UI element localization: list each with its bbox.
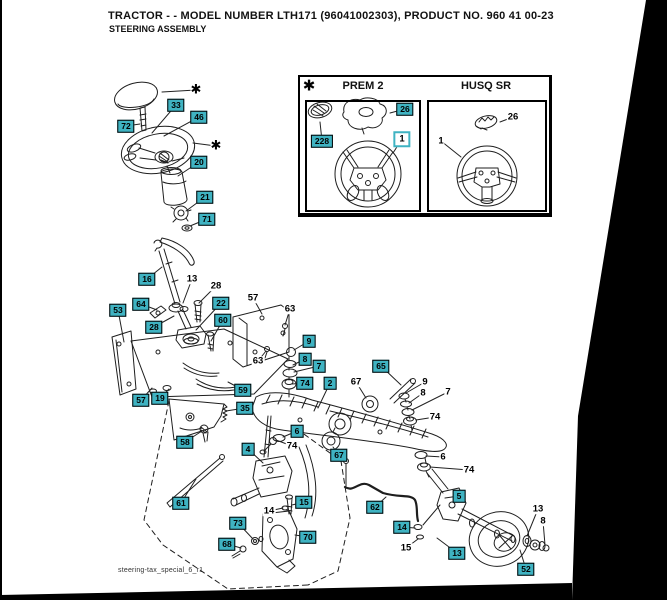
callout-15: 15 <box>295 496 312 509</box>
drawing-reference: steering-tax_special_6_r1 <box>118 567 204 574</box>
callout-63: 63 <box>252 355 264 367</box>
callout-68: 68 <box>218 538 235 551</box>
husq-sr-label: HUSQ SR <box>460 80 512 92</box>
callout-71: 71 <box>198 213 215 226</box>
right-spindle-wheel-drawing <box>415 452 549 574</box>
callout-28: 28 <box>210 280 222 292</box>
callout-73: 73 <box>229 517 246 530</box>
callout-13: 13 <box>186 273 198 285</box>
steering-shaft-drawing <box>154 238 194 329</box>
callout-8: 8 <box>420 387 426 399</box>
page-subtitle: STEERING ASSEMBLY <box>109 24 207 34</box>
callout-20: 20 <box>190 156 207 169</box>
callout-53: 53 <box>109 304 126 317</box>
callout-61: 61 <box>172 497 189 510</box>
inset-reference-star: ✱ <box>190 82 202 98</box>
callout-52: 52 <box>517 563 534 576</box>
prem2-panel <box>305 100 421 212</box>
callout-22: 22 <box>212 297 229 310</box>
callout-58: 58 <box>176 436 193 449</box>
callout-5: 5 <box>453 490 466 503</box>
callout-63: 63 <box>284 303 296 315</box>
husq-sr-panel <box>427 100 547 212</box>
bellcrank-drawing <box>232 511 297 573</box>
callout-74: 74 <box>296 377 313 390</box>
callout-59: 59 <box>234 384 251 397</box>
callout-7: 7 <box>445 386 451 398</box>
callout-9: 9 <box>422 376 428 388</box>
callout-4: 4 <box>242 443 255 456</box>
steering-boot-drawing <box>161 168 192 232</box>
callout-8: 8 <box>540 515 546 527</box>
callout-19: 19 <box>151 392 168 405</box>
callout-2: 2 <box>324 377 337 390</box>
callout-64: 64 <box>132 298 149 311</box>
callout-8: 8 <box>299 353 312 366</box>
inset-reference-star: ✱ <box>210 138 222 154</box>
callout-1: 1 <box>393 131 410 147</box>
callout-26: 26 <box>396 103 413 116</box>
callout-74: 74 <box>429 411 441 423</box>
callout-33: 33 <box>167 99 184 112</box>
callout-60: 60 <box>214 314 231 327</box>
callout-6: 6 <box>291 425 304 438</box>
callout-62: 62 <box>366 501 383 514</box>
callout-72: 72 <box>117 120 134 133</box>
callout-74: 74 <box>463 464 475 476</box>
chassis-outline-dashed <box>144 401 350 589</box>
callout-46: 46 <box>190 111 207 124</box>
prem2-label: PREM 2 <box>342 80 384 92</box>
callout-228: 228 <box>311 135 333 148</box>
callout-6: 6 <box>440 451 446 463</box>
mount-hardware-drawing <box>150 301 214 352</box>
callout-67: 67 <box>350 376 362 388</box>
callout-9: 9 <box>303 335 316 348</box>
inset-reference-star: ✱ <box>302 76 316 95</box>
callout-7: 7 <box>313 360 326 373</box>
callout-74: 74 <box>286 440 298 452</box>
callout-16: 16 <box>138 273 155 286</box>
front-axle-drawing <box>252 348 446 455</box>
callout-65: 65 <box>372 360 389 373</box>
callout-70: 70 <box>299 531 316 544</box>
page-title: TRACTOR - - MODEL NUMBER LTH171 (96041002303), PRODUCT NO. 960 41 00-23 <box>108 10 554 22</box>
steering-cap-drawing <box>111 77 160 131</box>
callout-14: 14 <box>263 505 275 517</box>
callout-57: 57 <box>247 292 259 304</box>
callout-57: 57 <box>132 394 149 407</box>
callout-26: 26 <box>507 111 519 123</box>
callout-21: 21 <box>196 191 213 204</box>
callout-14: 14 <box>393 521 410 534</box>
callout-67: 67 <box>330 449 347 462</box>
callout-35: 35 <box>236 402 253 415</box>
callout-28: 28 <box>145 321 162 334</box>
callout-13: 13 <box>448 547 465 560</box>
callout-15: 15 <box>400 542 412 554</box>
callout-1: 1 <box>438 135 444 147</box>
callout-13: 13 <box>532 503 544 515</box>
